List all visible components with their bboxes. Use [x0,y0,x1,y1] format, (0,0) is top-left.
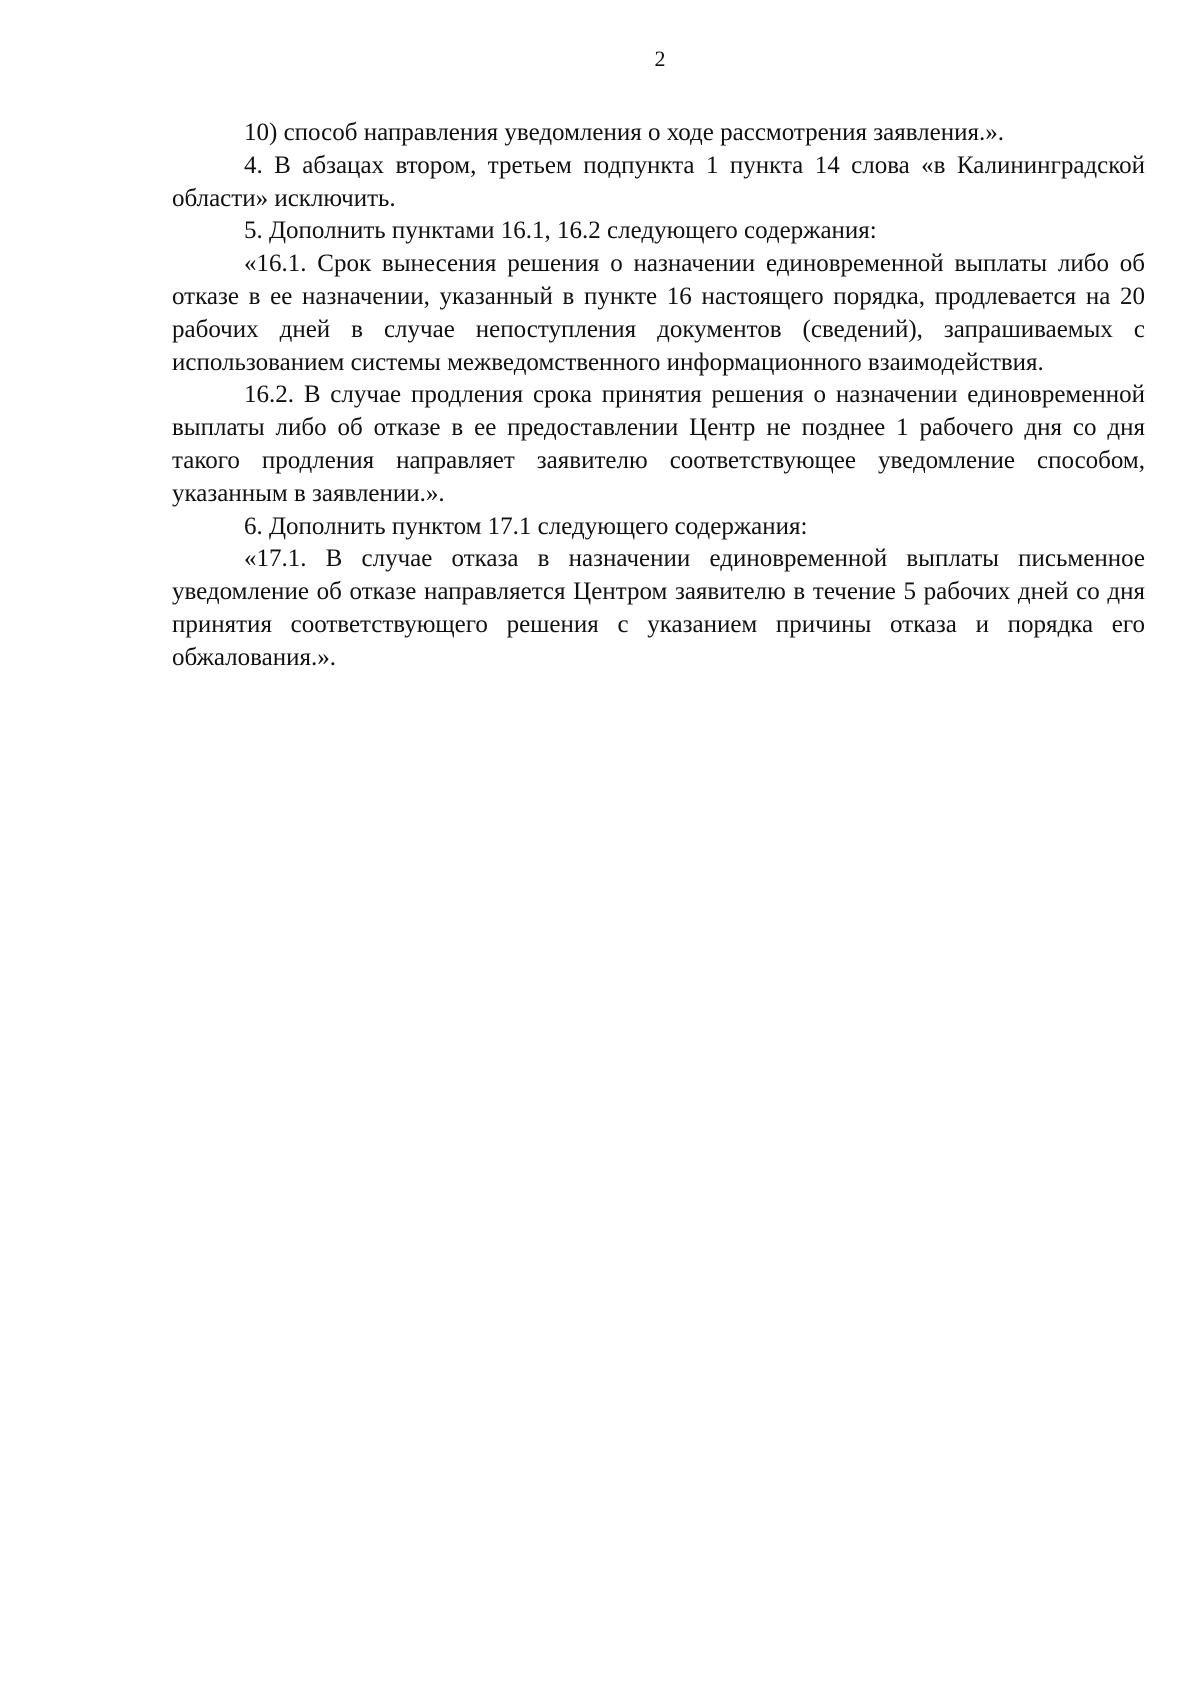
paragraph-clause-17-1: «17.1. В случае отказа в назначении единовременной выплаты письменное уведомление об отказе направляется Центром заявителю в течение 5 рабочих дней со дня принятия соответствующего решения с указанием причины отказа и порядка его обжалования.». [172,545,1145,671]
paragraph-amendment-5: 5. Дополнить пунктами 16.1, 16.2 следующего содержания: [244,217,877,245]
paragraph-amendment-4: 4. В абзацах втором, третьем подпункта 1 пункта 14 слова «в Калининградской области» исключить. [172,151,1145,212]
paragraph-amendment-6: 6. Дополнить пунктом 17.1 следующего содержания: [244,512,808,540]
page-number: 2 [654,46,666,71]
paragraph-clause-16-2: 16.2. В случае продления срока принятия решения о назначении единовременной выплаты либо об отказе в ее предоставлении Центр не позднее 1 рабочего дня со дня такого продления направляет заявителю соответствующее уведомление способом, указанным в заявлении.». [172,381,1145,507]
paragraph-item-10: 10) способ направления уведомления о ходе рассмотрения заявления.». [244,119,1005,146]
document-body [172,117,1145,675]
paragraph-clause-16-1: «16.1. Срок вынесения решения о назначении единовременной выплаты либо об отказе в ее назначении, указанный в пункте 16 настоящего порядка, продлевается на 20 рабочих дней в случае непоступления документов (сведений), запрашиваемых с использованием системы межведомственного информационного взаимодействия. [172,250,1145,376]
